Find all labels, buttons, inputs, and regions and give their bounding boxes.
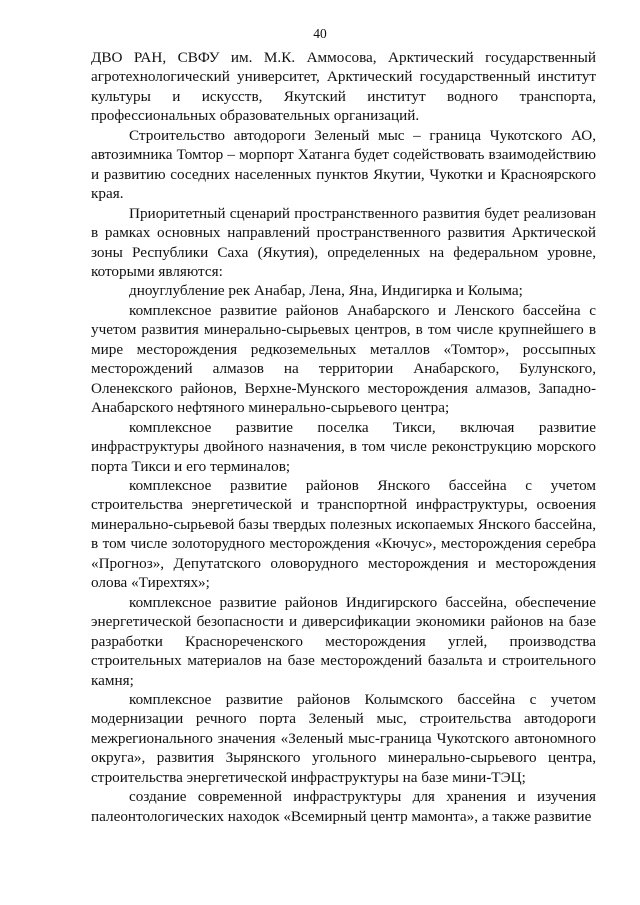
paragraph-institutions: ДВО РАН, СВФУ им. М.К. Аммосова, Арктический государственный агротехнологический университет, Арктический государственный институт культуры и искусств, Якутский институт водного транспорта, профессиональных образовательных организаций. (91, 49, 596, 125)
list-item-river-dredging: дноуглубление рек Анабар, Лена, Яна, Индигирка и Колыма; (129, 282, 523, 300)
list-item-indigirka-basin: комплексное развитие районов Индигирского бассейна, обеспечение энергетической безопасности и диверсификации экономики районов на базе разработки Краснореченского месторождения углей, производства строительных материалов на базе месторождений базальта и строительного камня; (91, 593, 596, 689)
list-item-kolyma-basin: комплексное развитие районов Колымского бассейна с учетом модернизации речного порта Зеленый мыс, строительства автодороги межрегионального значения «Зеленый мыс-граница Чукотского автономного округа», развития Зырянского угольного минерально-сырьевого центра, строительства энергетической инфраструктуры на базе мини-ТЭЦ; (91, 690, 596, 786)
document-body (91, 48, 596, 826)
page-number: 40 (313, 26, 327, 41)
list-item-mammoth-center: создание современной инфраструктуры для хранения и изучения палеонтологических находок «Всемирный центр мамонта», а также развитие (91, 788, 596, 825)
paragraph-road-construction: Строительство автодороги Зеленый мыс – граница Чукотского АО, автозимника Томтор – морпорт Хатанга будет содействовать взаимодействию и развитию соседних населенных пунктов Якутии, Чукотки и Красноярского края. (91, 126, 596, 203)
paragraph-priority-scenario: Приоритетный сценарий пространственного развития будет реализован в рамках основных направлений пространственного развития Арктической зоны Республики Саха (Якутия), определенных на федеральном уровне, которыми являются: (91, 204, 596, 280)
list-item-anabar-lena-basin: комплексное развитие районов Анабарского и Ленского бассейна с учетом развития минерально-сырьевых центров, в том числе крупнейшего в мире месторождения редкоземельных металлов «Томтор», россыпных месторождений алмазов на территории Анабарского, Булунского, Оленекского районов, Верхне-Мунского месторождения алмазов, Западно-Анабарского нефтяного минерально-сырьевого центра; (91, 301, 596, 417)
list-item-yana-basin: комплексное развитие районов Янского бассейна с учетом строительства энергетической и транспортной инфраструктуры, освоения минерально-сырьевой базы твердых полезных ископаемых Янского бассейна, в том числе золоторудного месторождения «Кючус», месторождения серебра «Прогноз», Депутатского оловорудного месторождения и месторождения олова «Тирехтях»; (91, 476, 596, 592)
list-item-tiksi-settlement: комплексное развитие поселка Тикси, включая развитие инфраструктуры двойного назначения, в том числе реконструкцию морского порта Тикси и его терминалов; (91, 418, 596, 475)
